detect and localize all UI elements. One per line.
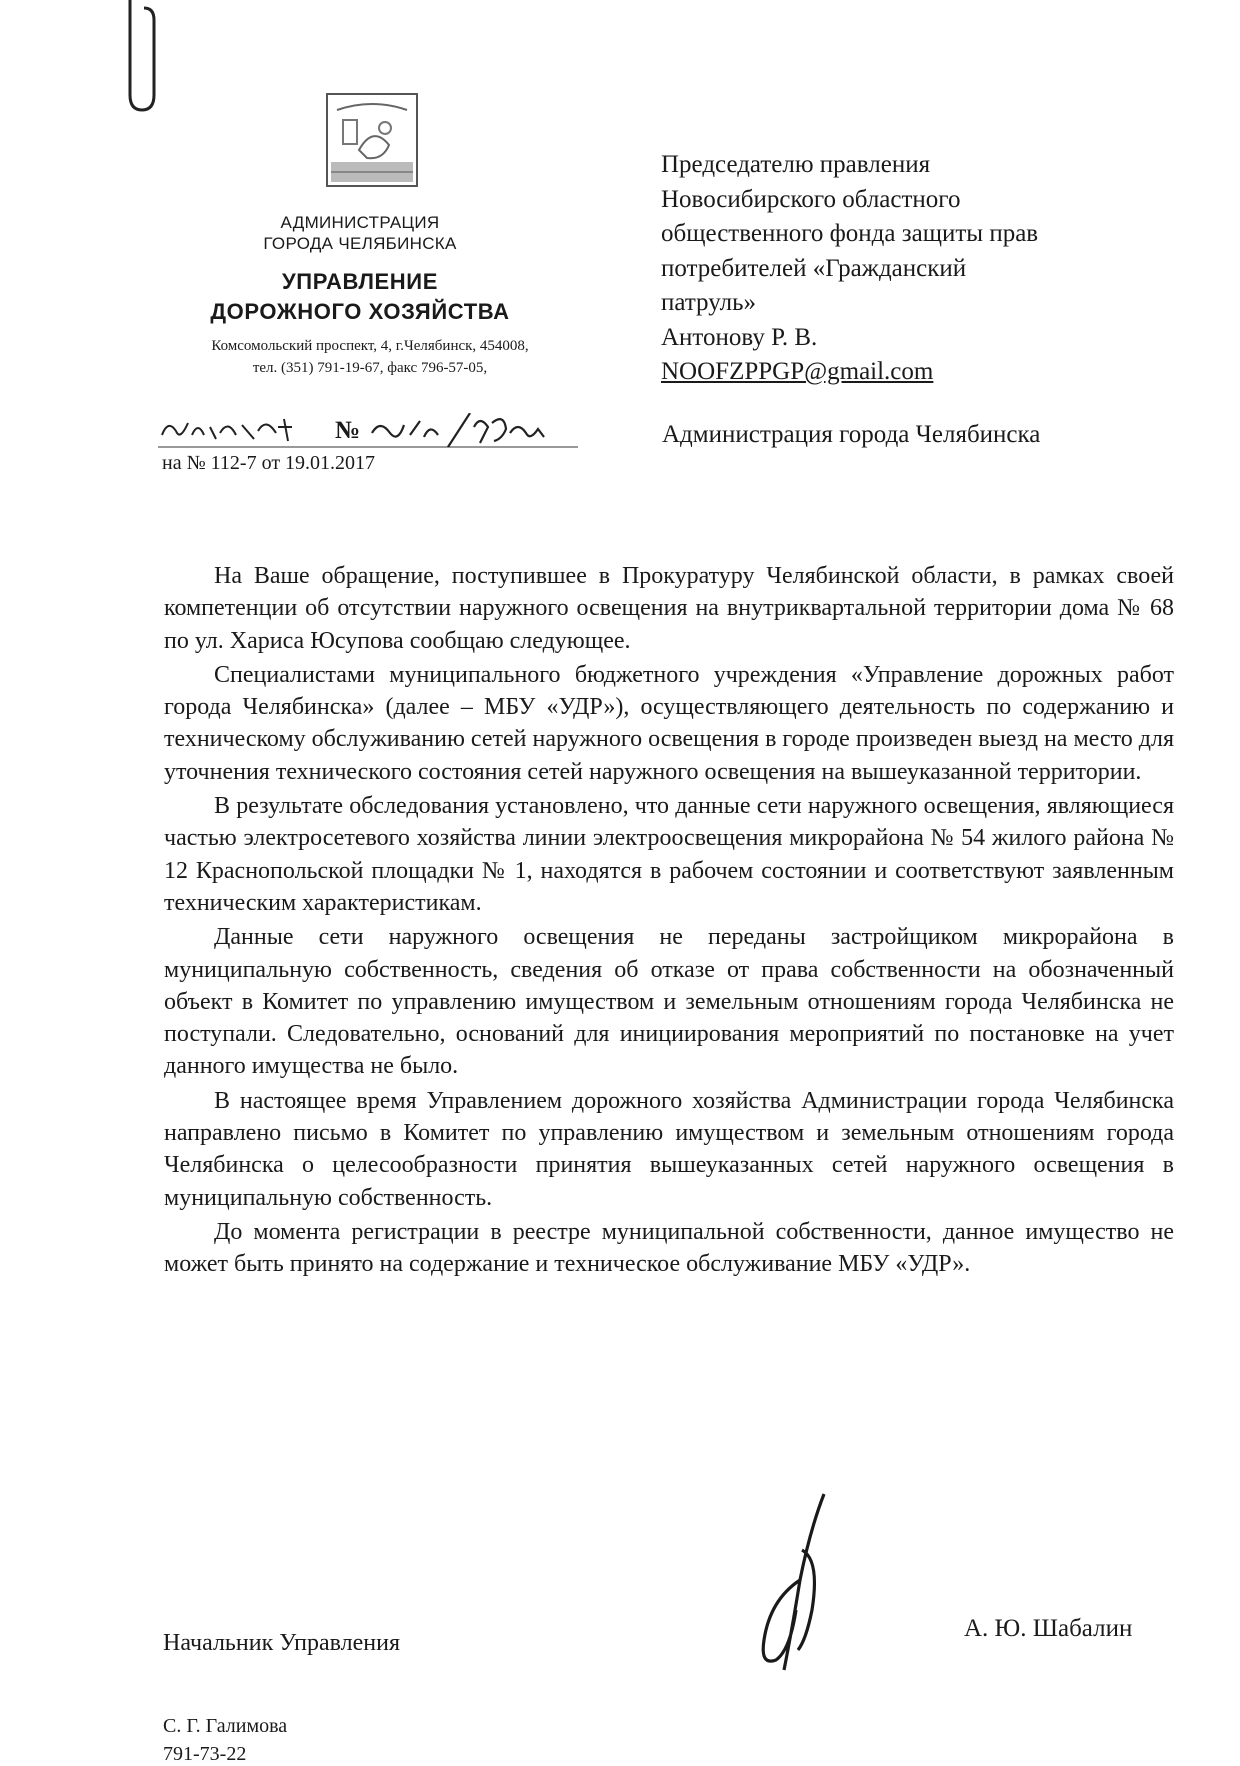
signer-title: Начальник Управления bbox=[163, 1630, 400, 1656]
body-paragraph: Специалистами муниципального бюджетного учреждения «Управление дорожных работ города Челябинска» (далее – МБУ «УДР»), осуществляющего деятельность по содержанию и техническому обслуживанию сетей наружного освещения в городе произведен выезд на место для уточнения технического состояния сетей наружного освещения на вышеуказанной территории. bbox=[164, 661, 1174, 785]
letter-body bbox=[164, 560, 1174, 1283]
address-line-2: тел. (351) 791-19-67, факс 796-57-05, bbox=[252, 360, 488, 376]
recipient-line: Председателю правления bbox=[661, 151, 931, 178]
department-address bbox=[150, 335, 590, 379]
reply-reference: на № 112-7 от 19.01.2017 bbox=[162, 452, 376, 474]
admin-line-2: ГОРОДА ЧЕЛЯБИНСКА bbox=[263, 234, 457, 253]
executor-phone: 791-73-22 bbox=[163, 1743, 247, 1765]
recipient-line: Новосибирского областного bbox=[661, 185, 961, 213]
body-paragraph: На Ваше обращение, поступившее в Прокуратуру Челябинской области, в рамках своей компетенции об отсутствии наружного освещения на внутриквартальной территории дома № 68 по ул. Хариса Юсупова сообщаю следующее. bbox=[164, 563, 1174, 654]
recipient-email-link[interactable]: NOOFZPPGP@gmail.com bbox=[661, 358, 934, 385]
paper-clip-icon bbox=[122, 0, 172, 120]
department-name bbox=[200, 267, 520, 327]
executor-name: С. Г. Галимова bbox=[163, 1715, 288, 1737]
address-line-1: Комсомольский проспект, 4, г.Челябинск, 454008, bbox=[211, 338, 529, 354]
recipient-line: патруль» bbox=[661, 289, 757, 316]
body-paragraph: Данные сети наружного освещения не переданы застройщиком микрорайона в муниципальную собственность, сведения об отказе от права собственности на обозначенный объект в Комитет по управлению имуществом и земельным отношениям города Челябинска не поступали. Следовательно, оснований для инициирования мероприятий по постановке на учет данного имущества не было. bbox=[164, 924, 1174, 1080]
recipient-line: Антонову Р. В. bbox=[661, 323, 818, 351]
body-paragraph: В настоящее время Управлением дорожного хозяйства Администрации города Челябинска направлено письмо в Комитет по управлению имуществом и земельным отношениям города Челябинска о целесообразности принятия вышеуказанных сетей наружного освещения в муниципальную собственность. bbox=[164, 1087, 1174, 1211]
recipient-line: общественного фонда защиты прав bbox=[661, 220, 1039, 247]
dept-line-1: УПРАВЛЕНИЕ bbox=[282, 269, 438, 294]
administration-name bbox=[230, 212, 490, 254]
handwritten-signature bbox=[740, 1490, 840, 1680]
recipient-block bbox=[661, 148, 1181, 390]
chelyabinsk-coat-of-arms-icon bbox=[323, 90, 421, 190]
copy-to-recipient: Администрация города Челябинска bbox=[662, 421, 1041, 448]
admin-line-1: АДМИНИСТРАЦИЯ bbox=[280, 213, 440, 232]
body-paragraph: В результате обследования установлено, что данные сети наружного освещения, являющиеся частью электросетевого хозяйства линии электроосвещения микрорайона № 54 жилого района № 12 Краснопольской площадки № 1, находятся в рабочем состоянии и соответствуют заявленным техническим характеристикам. bbox=[164, 793, 1174, 916]
recipient-line: потребителей «Гражданский bbox=[661, 254, 967, 282]
body-paragraph: До момента регистрации в реестре муниципальной собственности, данное имущество не может быть принято на содержание и техническое обслуживание МБУ «УДР». bbox=[164, 1218, 1174, 1278]
dept-line-2: ДОРОЖНОГО ХОЗЯЙСТВА bbox=[210, 299, 510, 324]
signer-name: А. Ю. Шабалин bbox=[964, 1615, 1133, 1642]
registration-number-sign: № bbox=[335, 417, 361, 444]
